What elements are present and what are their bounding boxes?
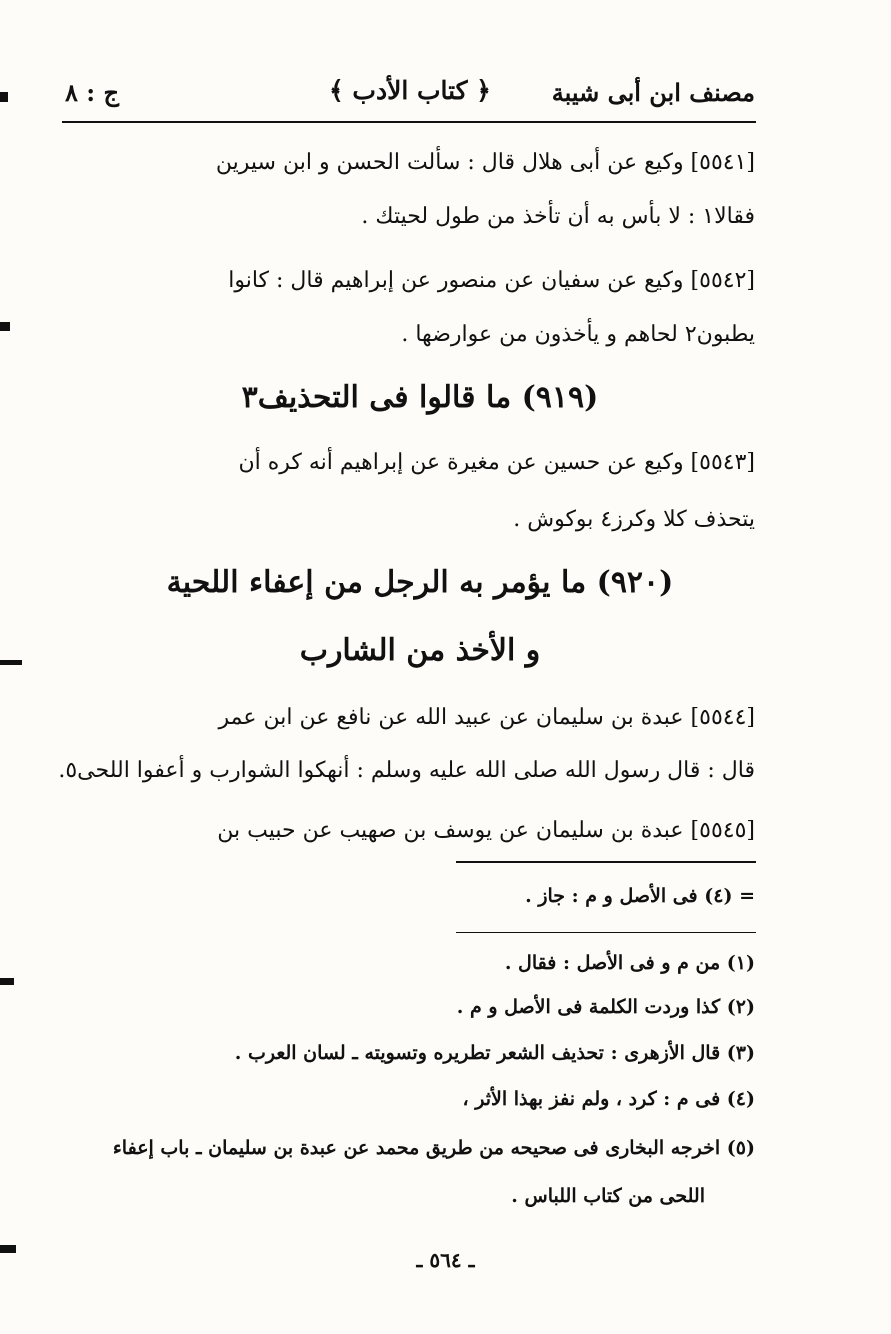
entry-5544-line-1: [٥٥٤٤] عبدة بن سليمان عن عبيد الله عن نافع عن ابن عمر — [218, 705, 755, 730]
scan-edge-mark — [0, 978, 14, 985]
scan-edge-mark — [0, 660, 22, 665]
entry-5543-line-1: [٥٥٤٣] وكيع عن حسين عن مغيرة عن إبراهيم أنه كره أن — [238, 450, 755, 475]
footnote-2: (٢) كذا وردت الكلمة فى الأصل و م . — [456, 996, 755, 1018]
entry-5545-line-1: [٥٥٤٥] عبدة بن سليمان عن يوسف بن صهيب عن حبيب بن — [217, 818, 755, 843]
footnote-5: (٥) اخرجه البخارى فى صحيحه من طريق محمد عن عبدة بن سليمان ـ باب إعفاء — [112, 1137, 755, 1159]
footnote-separator-1 — [456, 861, 756, 863]
entry-5544-line-2: قال : قال رسول الله صلى الله عليه وسلم : أنهكوا الشوارب و أعفوا اللحى٥. — [58, 758, 755, 783]
book-title: مصنف ابن أبى شيبة — [551, 78, 755, 107]
section-920-heading-line-1: (٩٢٠) ما يؤمر به الرجل من إعفاء اللحية — [166, 565, 674, 600]
entry-5542-line-2: يطبون٢ لحاهم و يأخذون من عوارضها . — [401, 322, 755, 347]
entry-5542-line-1: [٥٥٤٢] وكيع عن سفيان عن منصور عن إبراهيم قال : كانوا — [228, 268, 755, 293]
footnote-3: (٣) قال الأزهرى : تحذيف الشعر تطريره وتسويته ـ لسان العرب . — [234, 1042, 755, 1064]
footnote-4: (٤) فى م : كرد ، ولم نفز بهذا الأثر ، — [462, 1088, 755, 1110]
footnote-separator-2 — [456, 932, 756, 933]
header-rule — [62, 121, 756, 123]
scan-edge-mark — [0, 92, 8, 102]
section-920-heading-line-2: و الأخذ من الشارب — [299, 633, 541, 668]
footnote-1: (١) من م و فى الأصل : فقال . — [504, 952, 755, 974]
section-919-heading: (٩١٩) ما قالوا فى التحذيف٣ — [241, 380, 599, 415]
entry-5543-line-2: يتحذف كلا وكرز٤ بوكوش . — [513, 507, 755, 532]
scan-edge-mark — [0, 322, 10, 331]
page-number: ـ ٥٦٤ ـ — [416, 1248, 475, 1272]
page-header — [65, 70, 755, 116]
volume-number: ج : ٨ — [65, 78, 119, 107]
footnote-5-continuation: اللحى من كتاب اللباس . — [511, 1185, 705, 1207]
entry-5541-line-1: [٥٥٤١] وكيع عن أبى هلال قال : سألت الحسن و ابن سيرين — [215, 150, 755, 175]
footnote-carry-over: = (٤) فى الأصل و م : جاز . — [525, 885, 755, 907]
entry-5541-line-2: فقالا١ : لا بأس به أن تأخذ من طول لحيتك . — [361, 204, 755, 229]
scan-edge-mark — [0, 1245, 16, 1253]
chapter-title: ﴿ كتاب الأدب ﴾ — [329, 76, 491, 105]
